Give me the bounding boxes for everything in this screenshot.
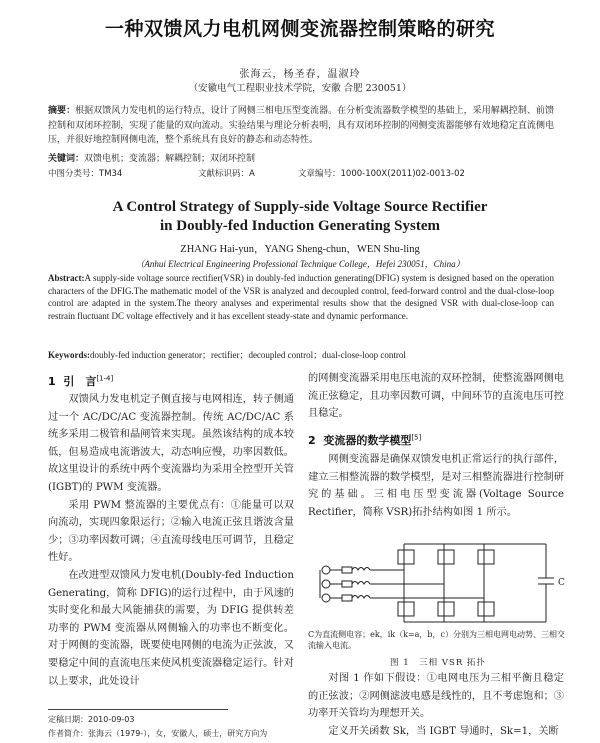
english-abstract — [48, 272, 554, 322]
english-title-line1: A Control Strategy of Supply-side Voltage Source Rectifier — [112, 199, 488, 215]
chinese-abstract-text: 根据双馈风力发电机的运行特点，设计了网侧三相电压型变流器。在分析变流器数学模型的基础上，采用解耦控制、前馈控制和双闭环控制，实现了能量的双向流动。实验结果与理论分析表明，具有双闭环控制的网侧变流器能够有效地稳定直流侧电压，并很好地控制网侧电流，整个系统具有良好的静态和动态特性。 — [48, 106, 554, 145]
figure-note: C为直流侧电容；ek，ik（k=a，b，c）分别为三相电网电动势、三相交流输入电流。 — [308, 630, 566, 650]
section-2-body — [308, 451, 564, 521]
inductor-a — [352, 568, 370, 571]
english-keywords — [48, 348, 554, 361]
section-2-body-continued — [308, 670, 564, 740]
inductor-b — [352, 582, 370, 585]
english-affiliation: （Anhui Electrical Engineering Professional Technique College，Hefei 230051，China） — [135, 259, 465, 269]
section-1-paragraph-3: 在改进型双馈风力发电机(Doubly-fed Induction Generating，简称 DFIG)的运行过程中，由于风速的实时变化和最大风能捕获的需要，为 DFIG 提供转差功率的 PWM 变流器从网侧输入的功率也不断变化。对于网侧的变流器，既要使电网侧的电流为正弦波，又要稳定中间的直流电压来使风机变流器稳定运行。针对以上要求，此处设计 — [48, 569, 294, 687]
right-column-top — [308, 370, 564, 423]
igbt-b-upper — [438, 550, 454, 564]
chinese-abstract-label: 摘要： — [48, 106, 76, 116]
english-title — [0, 198, 600, 236]
article-number: 文章编号：1000-100X(2011)02-0013-02 — [298, 169, 465, 179]
chinese-authors: 张海云，杨圣春，温淑玲 — [239, 69, 361, 80]
english-keywords-text: doubly-fed induction generator；rectifier；decoupled control；dual-close-loop control — [90, 350, 406, 360]
footnote-divider — [48, 709, 228, 710]
section-2-number: 2 — [308, 434, 316, 447]
section-1-heading — [48, 373, 113, 389]
section-1-title: 引 言 — [63, 375, 97, 388]
inductor-c — [352, 596, 370, 599]
section-1-ref: [1-4] — [96, 374, 114, 383]
english-abstract-text: A supply-side voltage source rectifier(VSR) in doubly-fed induction generating(DFIG) system is designed based on the operation characters of the DFIG.The mathematic model of the VSR is analyzed and decoupled control, feed-forward control and the dual-close-loop control are adapted in the system.The theory analyses and experimental results show that the designed VSR with dual-close-loop can restrain fluctuant DC voltage effectively and it has excellent steady-state and dynamic performance. — [48, 273, 554, 321]
chinese-title: 一种双馈风力电机网侧变流器控制策略的研究 — [104, 18, 495, 40]
footnote-author: 作者简介：张海云（1979-），女，安徽人，硕士，研究方向为 — [48, 729, 268, 738]
section-1-number: 1 — [48, 375, 56, 388]
english-abstract-label: Abstract: — [48, 273, 85, 283]
section-2-heading — [308, 432, 421, 448]
chinese-affiliation: （安徽电气工程职业技术学院，安徽 合肥 230051） — [188, 83, 412, 94]
igbt-a-upper — [398, 550, 414, 564]
section-2-paragraph-1: 网侧变流器是确保双馈发电机正常运行的执行部件，建立三相整流器的数学模型，是对三相整流器进行控制研究的基础。三相电压型变流器(Voltage Source Rectifier，简称 VSR)拓扑结构如图 1 所示。 — [308, 454, 564, 518]
chinese-keywords-text: 双馈电机；变流器；解耦控制；双闭环控制 — [84, 154, 256, 164]
igbt-c-upper — [478, 550, 494, 564]
english-title-line2: in Doubly-fed Induction Generating System — [159, 218, 441, 234]
figure-title: 图 1 三相 VSR 拓扑 — [390, 658, 486, 668]
source-c-icon — [322, 594, 330, 602]
section-2-ref: [5] — [411, 433, 422, 442]
left-column — [48, 391, 294, 690]
document-code: 文献标识码：A — [198, 169, 255, 179]
clc-number: 中图分类号：TM34 — [48, 169, 123, 179]
resistor-c — [342, 595, 352, 601]
footnote-date: 定稿日期：2010-09-03 — [48, 715, 135, 724]
section-1-paragraph-1: 双馈风力发电机定子侧直接与电网相连，转子侧通过一个 AC/DC/AC 变流器控制。传统 AC/DC/AC 系统多采用二极管和晶闸管来实现。虽然该结构的成本较低，但易造成电流谐波大，动态响应慢，功率因数低。故这里设计的系统中两个变流器均为采用全控型开关管(IGBT)的 PWM 变流器。 — [48, 394, 294, 493]
resistor-a — [342, 567, 352, 573]
chinese-keywords — [48, 151, 554, 164]
english-keywords-label: Keywords: — [48, 350, 90, 360]
igbt-b-lower — [438, 602, 454, 616]
chinese-abstract — [48, 104, 554, 148]
capacitor-label: C — [558, 578, 565, 588]
section-1-paragraph-2: 采用 PWM 整流器的主要优点有：①能量可以双向流动，实现四象限运行；②输入电流正弦且谐波含量少；③功率因数可调；④直流母线电压可调节，且稳定性好。 — [48, 499, 294, 564]
igbt-c-lower — [478, 602, 494, 616]
vsr-topology-figure — [316, 540, 576, 626]
resistor-b — [342, 581, 352, 587]
section-2-paragraph-3: 定义开关函数 Sk，当 IGBT 导通时，Sk=1，关断 — [328, 725, 559, 737]
igbt-a-lower — [398, 602, 414, 616]
source-b-icon — [322, 580, 330, 588]
section-1-continuation: 的网侧变流器采用电压电流的双环控制，使整流器网侧电流正弦稳定，且功率因数可调，中间环节的直流电压可控且稳定。 — [308, 373, 564, 420]
section-2-title: 变流器的数学模型 — [323, 434, 412, 447]
source-a-icon — [322, 566, 330, 574]
english-authors: ZHANG Hai-yun，YANG Sheng-chun，WEN Shu-ling — [180, 244, 420, 255]
chinese-keywords-label: 关键词： — [48, 154, 85, 164]
section-2-paragraph-2: 对图 1 作如下假设：①电网电压为三相平衡且稳定的正弦波；②网侧滤波电感是线性的，且不考虑饱和；③功率开关管均为理想开关。 — [308, 673, 564, 720]
